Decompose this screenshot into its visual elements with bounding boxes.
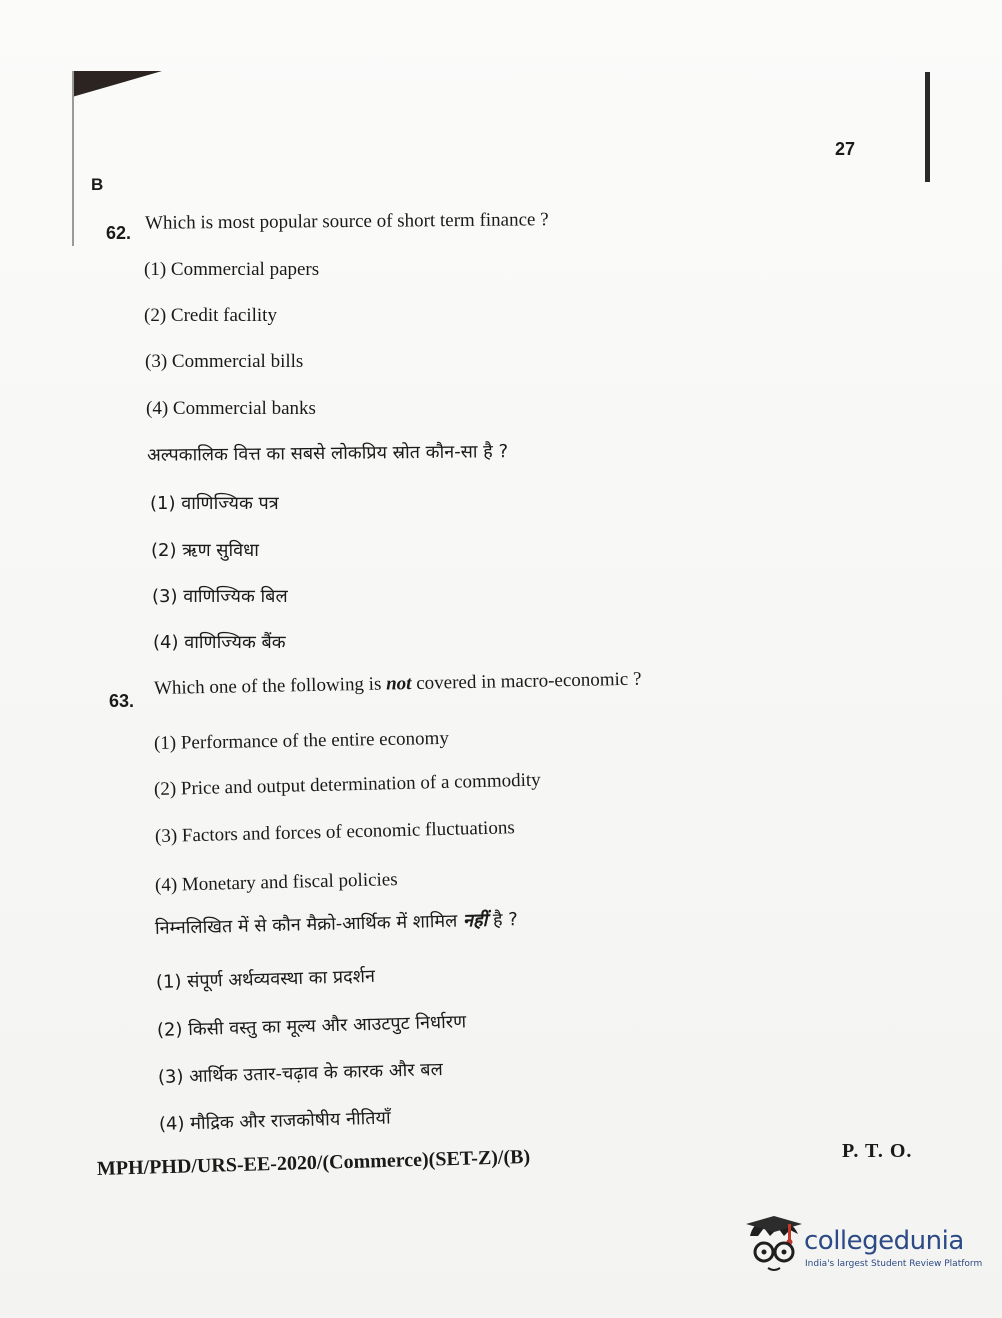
question-62-hindi-text: अल्पकालिक वित्त का सबसे लोकप्रिय स्रोत कौन-सा है ? xyxy=(146,441,509,466)
scan-corner-shadow xyxy=(72,71,162,97)
question-63-text-part: covered in macro-economic ? xyxy=(411,668,642,695)
question-63-emphasis: not xyxy=(385,673,412,695)
question-63-number: 63. xyxy=(109,691,135,711)
q62-hindi-option-4: (4) वाणिज्यिक बैंक xyxy=(153,632,286,653)
question-62-text: Which is most popular source of short term finance ? xyxy=(144,209,549,234)
question-63-hindi-text-part: निम्नलिखित में से कौन मैक्रो-आर्थिक में शामिल xyxy=(154,910,464,939)
brand-tagline: India's largest Student Review Platform xyxy=(805,1259,983,1269)
q62-option-4: (4) Commercial banks xyxy=(146,398,316,419)
scan-left-edge xyxy=(72,71,74,246)
q63-option-1: (1) Performance of the entire economy xyxy=(153,727,450,754)
q63-hindi-option-2: (2) किसी वस्तु का मूल्य और आउटपुट निर्धारण xyxy=(156,1011,467,1041)
pto-label: P. T. O. xyxy=(842,1140,913,1162)
q62-hindi-option-2: (2) ऋण सुविधा xyxy=(151,540,259,561)
q62-option-1: (1) Commercial papers xyxy=(144,259,320,280)
q63-option-2: (2) Price and output determination of a commodity xyxy=(153,769,541,800)
q63-hindi-option-4: (4) मौद्रिक और राजकोषीय नीतियाँ xyxy=(158,1107,391,1135)
q63-option-3: (3) Factors and forces of economic fluctuations xyxy=(154,817,515,847)
question-63-text xyxy=(154,669,642,700)
question-62-number: 62. xyxy=(106,223,132,243)
collegedunia-logo xyxy=(744,1212,983,1282)
brand-name: collegedunia xyxy=(804,1226,964,1256)
question-63-hindi-emphasis: नहीं xyxy=(462,909,488,932)
q62-option-3: (3) Commercial bills xyxy=(145,351,304,372)
exam-code: MPH/PHD/URS-EE-2020/(Commerce)(SET-Z)/(B) xyxy=(96,1145,531,1180)
q63-option-4: (4) Monetary and fiscal policies xyxy=(154,869,398,896)
student-mascot-icon xyxy=(744,1212,806,1276)
question-63-hindi-text xyxy=(155,907,518,940)
page-number: 27 xyxy=(835,139,856,159)
q62-hindi-option-1: (1) वाणिज्यिक पत्र xyxy=(150,493,279,514)
question-63-hindi-text-part: है ? xyxy=(486,909,519,931)
q62-option-2: (2) Credit facility xyxy=(144,305,277,326)
set-mark: B xyxy=(91,175,104,194)
question-63-text-part: Which one of the following is xyxy=(153,673,387,699)
q63-hindi-option-1: (1) संपूर्ण अर्थव्यवस्था का प्रदर्शन xyxy=(155,965,376,993)
q62-hindi-option-3: (3) वाणिज्यिक बिल xyxy=(152,586,288,607)
scan-right-edge xyxy=(925,72,930,182)
q63-hindi-option-3: (3) आर्थिक उतार-चढ़ाव के कारक और बल xyxy=(157,1059,444,1088)
